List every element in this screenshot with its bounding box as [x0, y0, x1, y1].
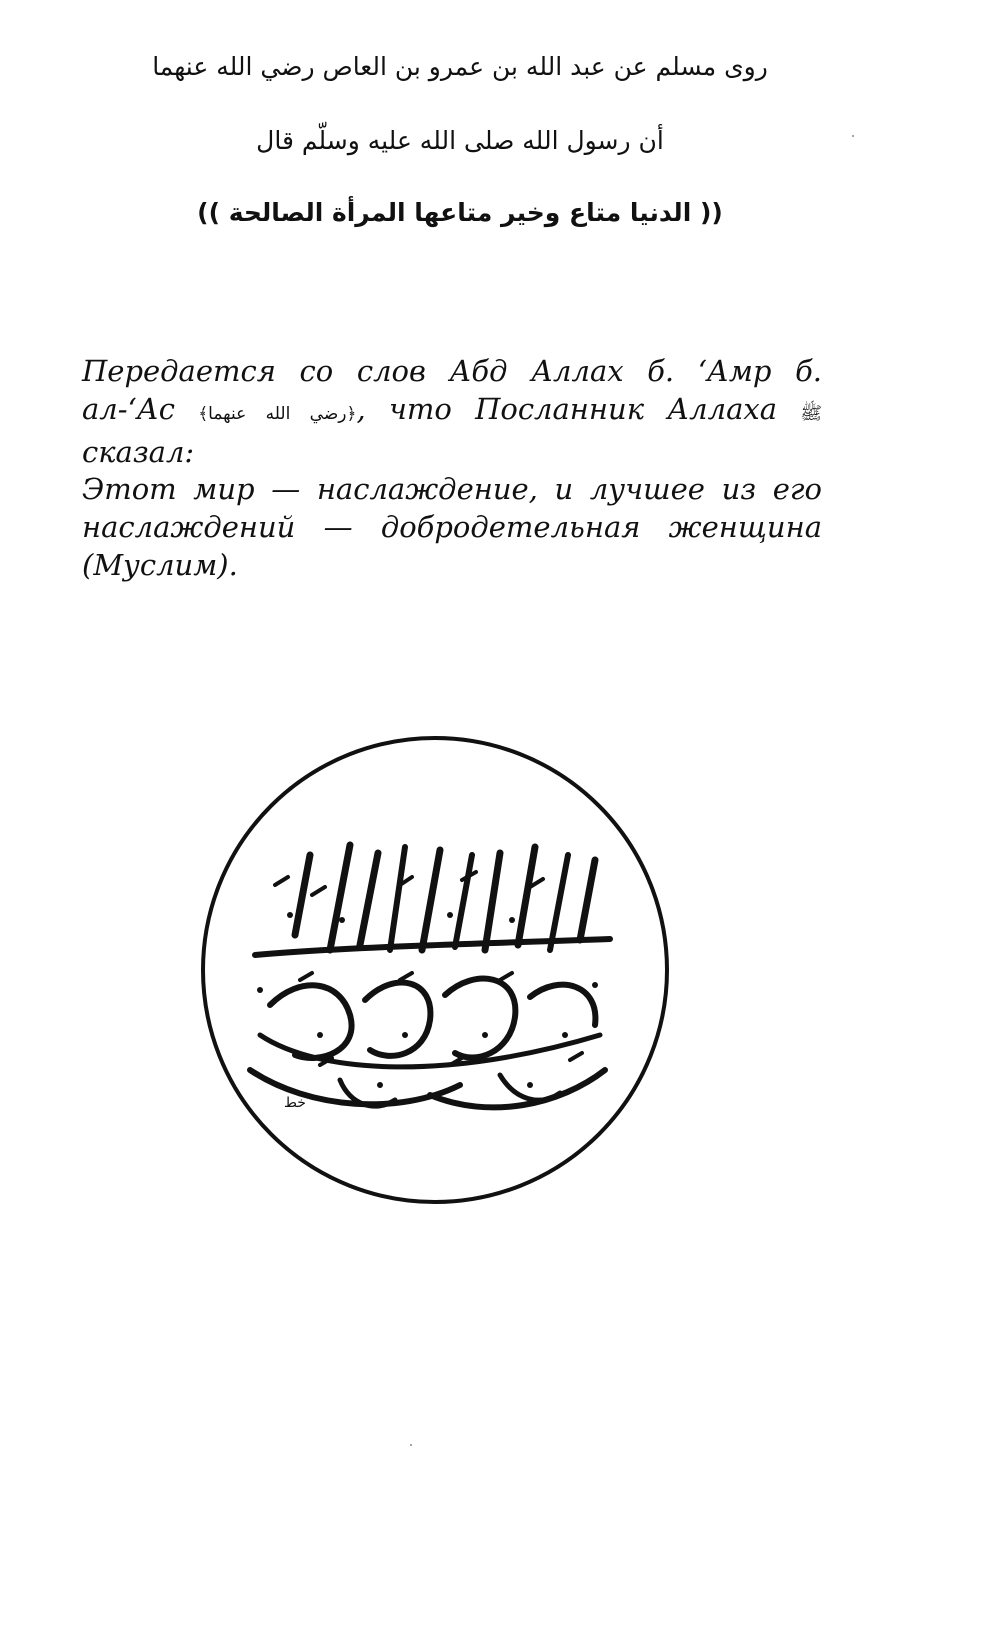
- scan-speck: [410, 1444, 412, 1446]
- salawat-symbol: ﷺ: [800, 403, 822, 424]
- russian-isnad-paragraph: [82, 352, 822, 471]
- arabic-narration-line: روى مسلم عن عبد الله بن عمرو بن العاص رضي الله عنهما: [152, 52, 768, 81]
- calligrapher-signature: خط: [284, 1095, 306, 1111]
- calligraphy-seal: [200, 735, 670, 1205]
- inline-arabic-formula: ﴿رضي الله عنهما﴾: [198, 404, 357, 424]
- russian-isnad-middle: , что Посланник Аллаха: [356, 392, 801, 426]
- scan-speck: [852, 135, 854, 137]
- arabic-hadith-text: (( الدنيا متاع وخير متاعها المرأة الصالحة )): [197, 198, 723, 227]
- calligraphy-strokes: [250, 845, 610, 1107]
- russian-isnad-start: Передается со слов Абд Аллах б. ‘Амр б. ал-‘Ас: [82, 354, 822, 426]
- russian-isnad-end: сказал:: [82, 435, 195, 469]
- seal-circle-border: [203, 738, 667, 1202]
- arabic-prophet-line: أن رسول الله صلى الله عليه وسلّم قال: [256, 126, 664, 155]
- russian-hadith-translation: Этот мир — наслаждение, и лучшее из его наслаждений — добродетельная женщина (Муслим).: [82, 472, 822, 582]
